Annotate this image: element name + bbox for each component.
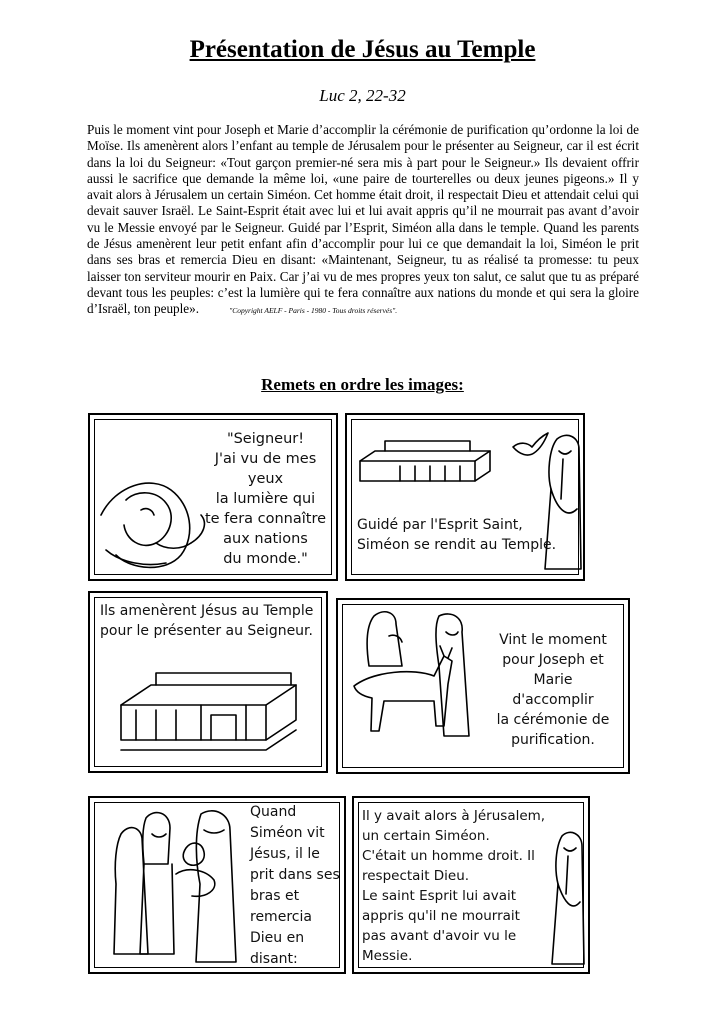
panel-purification-moment[interactable] (336, 598, 630, 774)
panel-simeon-quote[interactable] (88, 413, 338, 581)
temple-icon (116, 655, 306, 755)
panel-caption: Vint le moment pour Joseph et Marie d'accomplir la cérémonie de purification. (496, 632, 610, 748)
page-title: Présentation de Jésus au Temple (189, 36, 536, 63)
panel-caption: Ils amenèrent Jésus au Temple pour le présenter au Seigneur. (100, 603, 314, 639)
instruction-heading: Remets en ordre les images: (261, 375, 464, 394)
panel-guided-to-temple[interactable] (345, 413, 585, 581)
passage-body: Puis le moment vint pour Joseph et Marie d’accomplir la cérémonie de purification qu’ordonne la loi de Moïse. Ils amenèrent alors l’enfant au temple de Jérusalem pour le présenter au Seigneur, car il est écrit dans la loi du Seigneur: «Tout garçon premier-né sera mis à part pour le Seigneur.» Ils devaient offrir aussi le sacrifice que demande la même loi, «une paire de tourterelles ou deux jeunes pigeons.» Il y avait alors à Jérusalem un certain Siméon. Cet homme était droit, il respectait Dieu et attendait celui qui devait sauver Israël. Le Saint-Esprit était avec lui et lui avait appris qu’il ne mourrait pas avant d’avoir vu le Messie envoyé par le Seigneur. Guidé par l’Esprit, Siméon alla dans le temple. Quand les parents de Jésus amenèrent leur petit enfant afin d’accomplir pour lui ce que demandait la loi, Siméon le prit dans ses bras et remercia Dieu en disant: «Maintenant, Seigneur, tu as réalisé ta promesse: tu peux laisser ton serviteur mourir en Paix. Car j’ai vu de mes propres yeux ton salut, ce salut que tu as préparé devant tous les peuples: c’est la lumière qui te fera connaître aux nations du monde et qui sera la gloire d’Israël, ton peuple». (87, 122, 639, 317)
passage-text (87, 122, 639, 320)
panel-simeon-introduced[interactable] (352, 796, 590, 974)
simeon-figure (537, 429, 585, 579)
panel-caption: Quand Siméon vit Jésus, il le prit dans ses bras et remercia Dieu en disant: (250, 804, 340, 967)
panel-caption: Guidé par l'Esprit Saint, Siméon se rendit au Temple. (357, 517, 557, 553)
panel-presented-at-temple[interactable] (88, 591, 328, 773)
panel-caption: "Seigneur! J'ai vu de mes yeux la lumière qui te fera connaître aux nations du monde." (204, 431, 327, 567)
holy-family-donkey-illustration (344, 606, 484, 771)
temple-icon (355, 421, 495, 491)
simeon-holding-jesus-illustration (96, 804, 246, 970)
simeon-figure (546, 828, 588, 970)
scripture-reference: Luc 2, 22-32 (319, 86, 406, 105)
copyright-notice: "Copyright AELF - Paris - 1980 - Tous droits réservés". (229, 306, 398, 316)
panel-simeon-holds-jesus[interactable] (88, 796, 346, 974)
panel-caption: Il y avait alors à Jérusalem, un certain Siméon. C'était un homme droit. Il respectait Dieu. Le saint Esprit lui avait appris qu'il ne mourrait pas avant d'avoir vu le Messie. (362, 808, 546, 964)
